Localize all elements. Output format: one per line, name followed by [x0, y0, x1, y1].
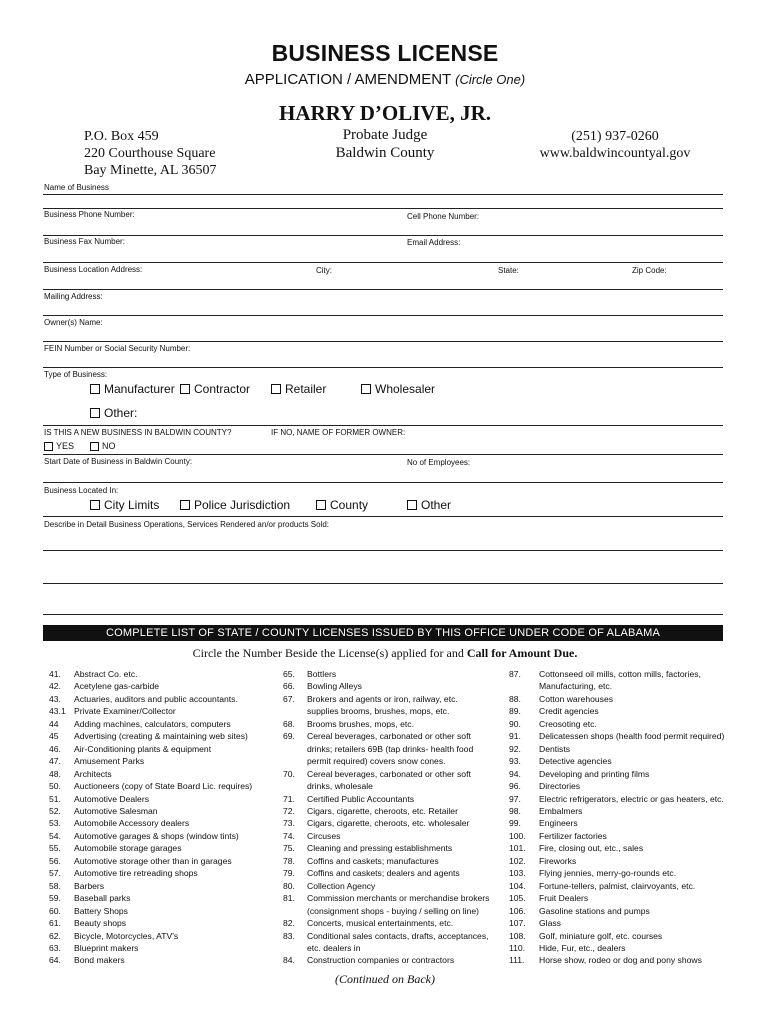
label-describe: Describe in Detail Business Operations, Services Rendered an/or products Sold:: [44, 520, 330, 529]
license-text: Credit agencies: [539, 706, 599, 717]
license-item[interactable]: [283, 680, 489, 692]
license-text: Coffins and caskets; dealers and agents: [307, 868, 460, 879]
license-text: Cereal beverages, carbonated or other soft: [307, 768, 471, 779]
checkbox-city-limits[interactable]: City Limits: [90, 498, 159, 512]
office-title: Probate Judge: [342, 127, 428, 143]
license-number: 43.1: [49, 706, 66, 717]
license-number: 99.: [509, 818, 521, 829]
license-number: 68.: [283, 718, 295, 729]
license-number: 55.: [49, 843, 61, 854]
license-item[interactable]: [283, 755, 489, 767]
license-number: 63.: [49, 942, 61, 953]
license-item[interactable]: [283, 855, 489, 867]
label-fein: FEIN Number or Social Security Number:: [44, 344, 191, 353]
license-number: 64.: [49, 955, 61, 966]
license-text: Cigars, cigarette, cheroots, etc. Retailer: [307, 805, 458, 816]
license-item[interactable]: [509, 680, 724, 692]
license-item[interactable]: [49, 830, 252, 842]
form-title: BUSINESS LICENSE: [271, 40, 499, 66]
license-number: 89.: [509, 706, 521, 717]
license-text: Cleaning and pressing establishments: [307, 843, 453, 854]
license-item[interactable]: [509, 743, 724, 755]
judge-name: HARRY D’OLIVE, JR.: [279, 101, 491, 125]
license-item[interactable]: [49, 905, 252, 917]
checkbox-box-icon: [180, 500, 190, 510]
license-item[interactable]: [49, 793, 252, 805]
label-former-owner: IF NO, NAME OF FORMER OWNER:: [271, 428, 406, 437]
checkbox-contractor[interactable]: Contractor: [180, 382, 250, 396]
subtitle-text: APPLICATION / AMENDMENT: [244, 71, 451, 88]
license-text: Golf, miniature golf, etc. courses: [539, 930, 663, 941]
license-item[interactable]: [49, 867, 252, 879]
license-text: Cigars, cigarette, cheroots, etc. wholesaler: [307, 818, 470, 829]
license-text: Automotive tire retreading shops: [74, 868, 198, 879]
license-item[interactable]: [509, 880, 724, 892]
license-text: Fire, closing out, etc., sales: [539, 843, 644, 854]
field-start-date[interactable]: [43, 454, 723, 455]
license-number: 97.: [509, 793, 521, 804]
license-item[interactable]: [49, 930, 252, 942]
license-item[interactable]: [283, 830, 489, 842]
license-number: 91.: [509, 731, 521, 742]
license-text: Commission merchants or merchandise brokers: [307, 893, 490, 904]
license-text: Conditional sales contacts, drafts, acceptances,: [307, 930, 489, 941]
license-text: Dentists: [539, 743, 571, 754]
label-zip: Zip Code:: [632, 266, 667, 275]
license-text: Circuses: [307, 830, 341, 841]
license-number: 78.: [283, 855, 295, 866]
license-item[interactable]: [283, 892, 489, 904]
license-number: 62.: [49, 930, 61, 941]
label-location-address: Business Location Address:: [44, 265, 143, 274]
license-text: Brooms brushes, mops, etc.: [307, 718, 414, 729]
license-text: Construction companies or contractors: [307, 955, 455, 966]
license-number: 65.: [283, 669, 295, 679]
license-number: 90.: [509, 718, 521, 729]
license-text: Automotive Dealers: [74, 793, 149, 804]
license-number: 75.: [283, 843, 295, 854]
checkbox-box-icon: [90, 442, 99, 451]
license-number: 45: [49, 731, 59, 742]
office-website: www.baldwincountyal.gov: [539, 146, 691, 161]
checkbox-new-yes[interactable]: YES: [44, 441, 74, 451]
license-number: 103.: [509, 868, 526, 879]
license-item[interactable]: [49, 718, 252, 730]
license-item[interactable]: [49, 942, 252, 954]
license-item[interactable]: [509, 842, 724, 854]
license-text: Automobile Accessory dealers: [74, 818, 190, 829]
license-number: [283, 905, 307, 917]
license-item[interactable]: [49, 855, 252, 867]
license-text: Advertising (creating & maintaining web sites): [74, 731, 248, 742]
license-item[interactable]: [509, 718, 724, 730]
license-text: Manufacturing, etc.: [539, 681, 613, 692]
license-text: Coffins and caskets; manufactures: [307, 855, 439, 866]
license-item[interactable]: [509, 755, 724, 767]
checkbox-other-type[interactable]: Other:: [90, 406, 137, 420]
license-item[interactable]: [509, 668, 724, 680]
address-line: P.O. Box 459: [84, 129, 159, 144]
license-text: (consignment shops - buying / selling on line): [307, 905, 479, 916]
license-text: Auctioneers (copy of State Board Lic. requires): [74, 781, 253, 792]
checkbox-box-icon: [90, 500, 100, 510]
license-text: Concerts, musical entertainments, etc.: [307, 918, 454, 929]
license-number: 102.: [509, 855, 526, 866]
license-text: Detective agencies: [539, 756, 612, 767]
field-name-of-business[interactable]: [43, 194, 723, 195]
license-number: 58.: [49, 880, 61, 891]
field-mailing-address[interactable]: [43, 289, 723, 290]
license-text: Hide, Fur, etc., dealers: [539, 942, 626, 953]
license-number: 93.: [509, 756, 521, 767]
license-item[interactable]: [49, 693, 252, 705]
license-item[interactable]: [509, 817, 724, 829]
license-number: 82.: [283, 918, 295, 929]
license-item[interactable]: [509, 705, 724, 717]
license-number: 66.: [283, 681, 295, 692]
license-item[interactable]: [49, 730, 252, 742]
license-text: Developing and printing films: [539, 768, 650, 779]
license-number: 60.: [49, 905, 61, 916]
license-number: 111.: [509, 955, 525, 966]
office-phone: (251) 937-0260: [571, 129, 659, 144]
label-owners-name: Owner(s) Name:: [44, 318, 103, 327]
license-text: permit required) covers snow cones.: [307, 756, 446, 767]
license-text: Architects: [74, 768, 112, 779]
license-number: 98.: [509, 805, 521, 816]
license-number: 48.: [49, 768, 61, 779]
license-column-1: [49, 668, 252, 967]
license-text: Acetylene gas-carbide: [74, 681, 160, 692]
license-item[interactable]: [49, 892, 252, 904]
license-text: Certified Public Accountants: [307, 793, 415, 804]
license-number: 47.: [49, 756, 61, 767]
divider-line: [43, 367, 723, 368]
license-number: 74.: [283, 830, 295, 841]
field-describe-line[interactable]: [43, 550, 723, 551]
label-employees: No of Employees:: [407, 458, 471, 467]
license-item[interactable]: [283, 718, 489, 730]
license-text: Collection Agency: [307, 880, 376, 891]
license-number: 52.: [49, 805, 61, 816]
license-item[interactable]: [509, 954, 724, 966]
form-subtitle: [0, 71, 770, 88]
license-item[interactable]: [283, 930, 489, 942]
license-item[interactable]: [509, 867, 724, 879]
office-county: Baldwin County: [335, 145, 435, 161]
license-item[interactable]: [49, 780, 252, 792]
license-text: Bottlers: [307, 669, 337, 679]
license-item[interactable]: [509, 917, 724, 929]
license-text: Fertilizer factories: [539, 830, 607, 841]
checkbox-box-icon: [316, 500, 326, 510]
license-text: Air-Conditioning plants & equipment: [74, 743, 212, 754]
license-item[interactable]: [283, 780, 489, 792]
license-text: Automobile storage garages: [74, 843, 182, 854]
license-text: Baseball parks: [74, 893, 131, 904]
license-number: 42.: [49, 681, 61, 692]
license-text: Barbers: [74, 880, 105, 891]
license-item[interactable]: [283, 954, 489, 966]
label-type-of-business: Type of Business:: [44, 370, 108, 379]
license-text: Automotive garages & shops (window tints): [74, 830, 239, 841]
license-number: [283, 780, 307, 792]
license-text: Fruit Dealers: [539, 893, 589, 904]
subtitle-note: (Circle One): [455, 72, 526, 87]
license-text: Battery Shops: [74, 905, 128, 916]
divider-line: [43, 516, 723, 517]
license-item[interactable]: [283, 867, 489, 879]
license-number: 69.: [283, 731, 295, 742]
license-number: 67.: [283, 693, 295, 704]
license-item[interactable]: [509, 693, 724, 705]
license-item[interactable]: [49, 743, 252, 755]
license-number: 79.: [283, 868, 295, 879]
license-number: 71.: [283, 793, 295, 804]
license-number: 83.: [283, 930, 295, 941]
license-item[interactable]: [49, 755, 252, 767]
license-column-2: [283, 668, 489, 967]
license-item[interactable]: [509, 942, 724, 954]
checkbox-box-icon: [180, 384, 190, 394]
checkbox-box-icon: [90, 384, 100, 394]
license-number: 59.: [49, 893, 61, 904]
license-number: 46.: [49, 743, 61, 754]
field-describe-line[interactable]: [43, 583, 723, 584]
license-text: drinks; retailers 69B (tap drinks- health food: [307, 743, 474, 754]
license-item[interactable]: [49, 817, 252, 829]
label-new-business: IS THIS A NEW BUSINESS IN BALDWIN COUNTY?: [44, 428, 232, 437]
license-item[interactable]: [509, 905, 724, 917]
license-text: Cottonseed oil mills, cotton mills, factories,: [539, 669, 701, 679]
checkbox-box-icon: [361, 384, 371, 394]
checkbox-police-jurisdiction[interactable]: Police Jurisdiction: [180, 498, 290, 512]
licenses-banner: COMPLETE LIST OF STATE / COUNTY LICENSES ISSUED BY THIS OFFICE UNDER CODE OF ALABAMA: [43, 625, 723, 641]
label-city: City:: [316, 266, 332, 275]
license-text: Private Examiner/Collector: [74, 706, 176, 717]
license-item[interactable]: [283, 730, 489, 742]
field-location-address[interactable]: [43, 262, 723, 263]
license-item[interactable]: [509, 793, 724, 805]
license-item[interactable]: [509, 892, 724, 904]
checkbox-new-no[interactable]: NO: [90, 441, 116, 451]
license-number: 61.: [49, 918, 61, 929]
field-describe-line[interactable]: [43, 614, 723, 615]
license-text: Gasoline stations and pumps: [539, 905, 650, 916]
license-item[interactable]: [509, 780, 724, 792]
label-email: Email Address:: [407, 238, 461, 247]
checkbox-box-icon: [271, 384, 281, 394]
address-line: Bay Minette, AL 36507: [84, 163, 217, 178]
label-start-date: Start Date of Business in Baldwin County:: [44, 457, 193, 466]
license-number: 57.: [49, 868, 61, 879]
license-item[interactable]: [283, 705, 489, 717]
license-text: Adding machines, calculators, computers: [74, 718, 231, 729]
license-item[interactable]: [283, 668, 489, 680]
license-item[interactable]: [283, 842, 489, 854]
license-number: 44: [49, 718, 59, 729]
license-item[interactable]: [49, 680, 252, 692]
license-number: 80.: [283, 880, 295, 891]
license-item[interactable]: [49, 917, 252, 929]
license-number: 105.: [509, 893, 526, 904]
license-text: Automotive storage other than in garages: [74, 855, 232, 866]
license-text: Bond makers: [74, 955, 125, 966]
checkbox-wholesaler[interactable]: Wholesaler: [361, 382, 435, 396]
field-business-phone[interactable]: [43, 208, 723, 209]
field-fein[interactable]: [43, 341, 723, 342]
licenses-instruction: Circle the Number Beside the License(s) applied for and Call for Amount Due.: [192, 646, 578, 660]
divider-line: [43, 425, 723, 426]
checkbox-manufacturer[interactable]: Manufacturer: [90, 382, 175, 396]
license-number: 70.: [283, 768, 295, 779]
license-item[interactable]: [49, 842, 252, 854]
license-number: 107.: [509, 918, 526, 929]
license-number: 96.: [509, 781, 521, 792]
field-owners-name[interactable]: [43, 315, 723, 316]
license-text: Electric refrigerators, electric or gas heaters, etc.: [539, 793, 724, 804]
license-number: [283, 942, 307, 954]
checkbox-county[interactable]: County: [316, 498, 368, 512]
license-number: 101.: [509, 843, 526, 854]
license-number: 72.: [283, 805, 295, 816]
license-text: Bowling Alleys: [307, 681, 362, 692]
license-number: 53.: [49, 818, 61, 829]
license-number: 106.: [509, 905, 526, 916]
license-number: 51.: [49, 793, 61, 804]
license-text: Actuaries, auditors and public accountants.: [74, 693, 238, 704]
license-item[interactable]: [283, 817, 489, 829]
label-located-in: Business Located In:: [44, 486, 119, 495]
license-text: Engineers: [539, 818, 578, 829]
license-number: [283, 705, 307, 717]
license-number: 81.: [283, 893, 295, 904]
license-number: 88.: [509, 693, 521, 704]
license-item[interactable]: [509, 855, 724, 867]
license-text: Blueprint makers: [74, 942, 139, 953]
license-text: Beauty shops: [74, 918, 127, 929]
license-number: 92.: [509, 743, 521, 754]
label-business-phone: Business Phone Number:: [44, 210, 135, 219]
label-cell-phone: Cell Phone Number:: [407, 212, 480, 221]
license-item[interactable]: [283, 942, 489, 954]
license-item[interactable]: [49, 668, 252, 680]
license-item[interactable]: [283, 805, 489, 817]
license-text: Fireworks: [539, 855, 577, 866]
license-text: Abstract Co. etc.: [74, 669, 138, 679]
license-item[interactable]: [283, 917, 489, 929]
label-state: State:: [498, 266, 519, 275]
license-number: 94.: [509, 768, 521, 779]
license-item[interactable]: [49, 768, 252, 780]
license-text: drinks, wholesale: [307, 781, 373, 792]
continued-note: (Continued on Back): [335, 972, 435, 986]
license-text: Horse show, rodeo or dog and pony shows: [539, 955, 702, 966]
license-item[interactable]: [509, 830, 724, 842]
license-number: 43.: [49, 693, 61, 704]
license-number: 87.: [509, 669, 521, 679]
license-text: Cereal beverages, carbonated or other soft: [307, 731, 471, 742]
license-item[interactable]: [283, 743, 489, 755]
checkbox-retailer[interactable]: Retailer: [271, 382, 326, 396]
field-employees[interactable]: [43, 482, 723, 483]
license-item[interactable]: [283, 905, 489, 917]
license-item[interactable]: [509, 768, 724, 780]
license-number: 56.: [49, 855, 61, 866]
license-item[interactable]: [49, 805, 252, 817]
license-text: Embalmers: [539, 805, 583, 816]
checkbox-box-icon: [44, 442, 53, 451]
license-number: [283, 755, 307, 767]
label-business-fax: Business Fax Number:: [44, 237, 125, 246]
license-item[interactable]: [509, 730, 724, 742]
label-mailing-address: Mailing Address:: [44, 292, 103, 301]
license-text: Amusement Parks: [74, 756, 145, 767]
checkbox-box-icon: [90, 408, 100, 418]
license-item[interactable]: [283, 793, 489, 805]
license-column-3: [509, 668, 724, 967]
mailing-address-block: [84, 128, 216, 179]
license-text: Delicatessen shops (health food permit required): [539, 731, 725, 742]
license-number: [283, 743, 307, 755]
license-item[interactable]: [283, 880, 489, 892]
license-item[interactable]: [509, 805, 724, 817]
contact-block: [530, 128, 700, 162]
address-line: 220 Courthouse Square: [84, 146, 216, 161]
license-text: Glass: [539, 918, 561, 929]
license-number: 110.: [509, 942, 526, 953]
office-title-block: [300, 126, 470, 162]
label-name-of-business: Name of Business: [44, 183, 109, 192]
license-text: Cotton warehouses: [539, 693, 614, 704]
license-number: 84.: [283, 955, 295, 966]
license-text: Creosoting etc.: [539, 718, 597, 729]
license-text: etc. dealers in: [307, 942, 361, 953]
license-text: Bicycle, Motorcycles, ATV's: [74, 930, 179, 941]
license-text: Directories: [539, 781, 581, 792]
license-item[interactable]: [283, 768, 489, 780]
license-number: 100.: [509, 830, 526, 841]
license-number: 73.: [283, 818, 295, 829]
field-business-fax[interactable]: [43, 235, 723, 236]
license-item[interactable]: [49, 705, 252, 717]
license-number: 50.: [49, 781, 61, 792]
license-number: [509, 680, 539, 692]
license-number: 108.: [509, 930, 526, 941]
license-item[interactable]: [49, 880, 252, 892]
license-number: 54.: [49, 830, 61, 841]
license-text: Flying jennies, merry-go-rounds etc.: [539, 868, 677, 879]
checkbox-other-location[interactable]: Other: [407, 498, 451, 512]
checkbox-box-icon: [407, 500, 417, 510]
license-text: Fortune-tellers, palmist, clairvoyants, etc.: [539, 880, 696, 891]
license-number: 104.: [509, 880, 526, 891]
license-number: 41.: [49, 669, 61, 679]
license-item[interactable]: [49, 954, 252, 966]
license-text: supplies brooms, brushes, mops, etc.: [307, 706, 450, 717]
license-text: Brokers and agents or iron, railway, etc.: [307, 693, 458, 704]
license-item[interactable]: [283, 693, 489, 705]
license-item[interactable]: [509, 930, 724, 942]
license-text: Automotive Salesman: [74, 805, 158, 816]
